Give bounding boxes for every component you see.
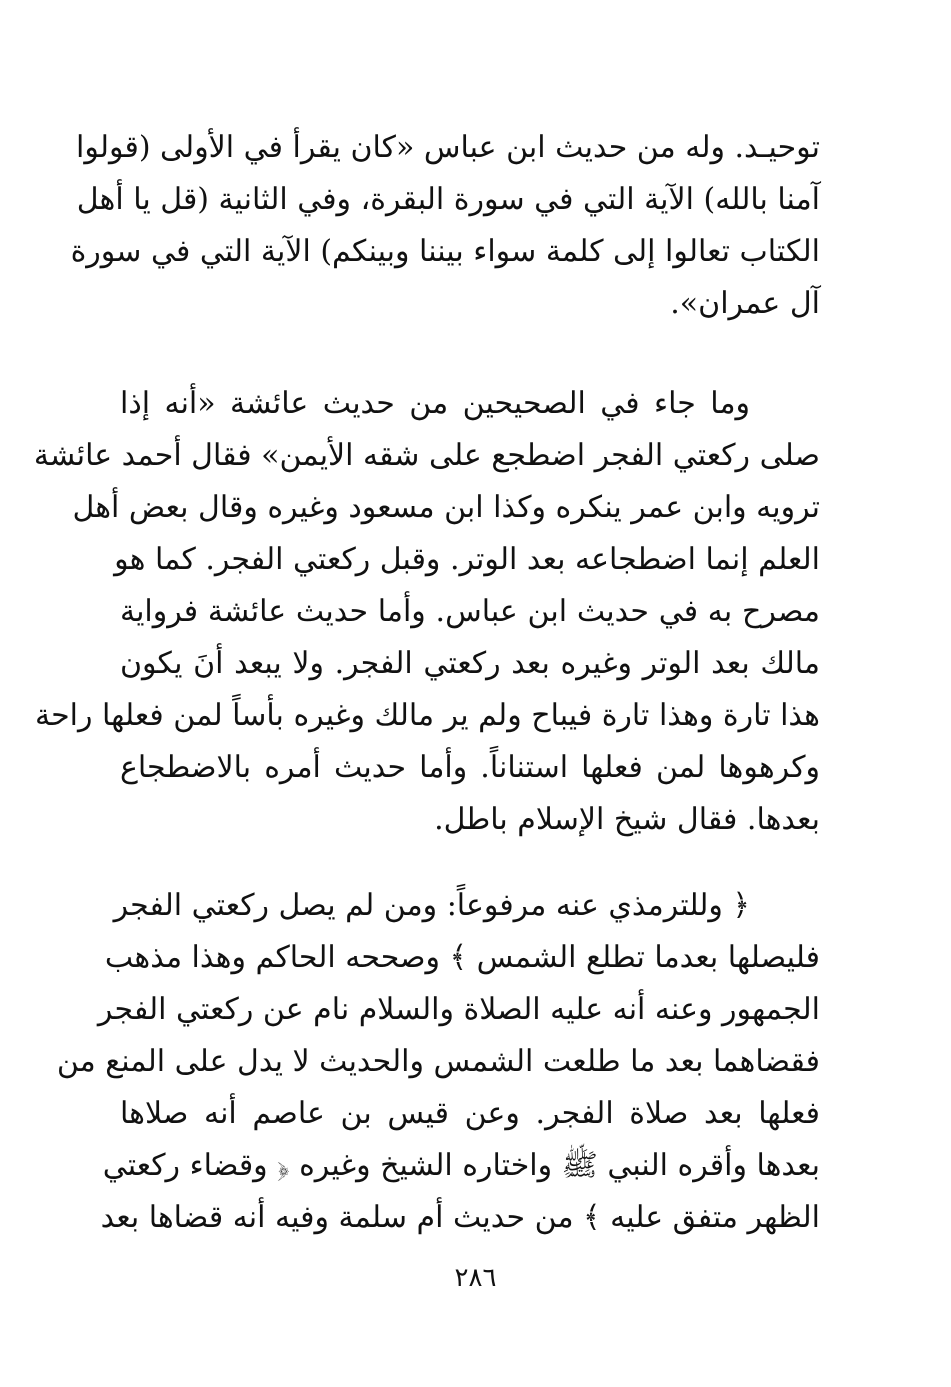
text-line: هذا تارة وهذا تارة فيباح ولم ير مالك وغيره بأساً لمن فعلها راحة (35, 698, 820, 733)
text-line: العلم إنما اضطجاعه بعد الوتر. وقبل ركعتي الفجر. كما هو (114, 542, 820, 577)
text-line: مالك بعد الوتر وغيره بعد ركعتي الفجر. ولا يبعد أنَ يكون (120, 646, 820, 681)
text-line: الظهر متفق عليه ﴾ من حديث أم سلمة وفيه أنه قضاها بعد (100, 1200, 820, 1235)
text-line: وكرهوها لمن فعلها استناناً. وأما حديث أمره بالاضطجاع (120, 750, 820, 785)
text-line: الكتاب تعالوا إلى كلمة سواء بيننا وبينكم) الآية التي في سورة (70, 234, 820, 269)
paragraph-3 (56, 880, 820, 1244)
text-line: ﴿ وللترمذي عنه مرفوعاً: ومن لم يصل ركعتي الفجر (113, 888, 750, 923)
text-line: آل عمران». (670, 286, 820, 321)
text-line: توحيـد. وله من حديث ابن عباس «كان يقرأ في الأولى (قولوا (76, 130, 820, 165)
text-line: فعلها بعد صلاة الفجر. وعن قيس بن عاصم أنه صلاها (120, 1096, 820, 1131)
text-line: فقضاهما بعد ما طلعت الشمس والحديث لا يدل على المنع من (56, 1044, 820, 1079)
text-line: الجمهور وعنه أنه عليه الصلاة والسلام نام عن ركعتي الفجر (97, 992, 820, 1027)
text-line: بعدها. فقال شيخ الإسلام باطل. (434, 802, 820, 837)
text-line: بعدها وأقره النبي ﷺ واختاره الشيخ وغيره ﴿ وقضاء ركعتي (102, 1148, 820, 1183)
paragraph-1 (70, 122, 820, 330)
text-line: ترويه وابن عمر ينكره وكذا ابن مسعود وغيره وقال بعض أهل (72, 490, 820, 525)
text-line: صلى ركعتي الفجر اضطجع على شقه الأيمن» فقال أحمد عائشة (33, 438, 820, 473)
text-line: فليصلها بعدما تطلع الشمس ﴾ وصححه الحاكم وهذا مذهب (104, 940, 820, 975)
page-number: ٢٨٦ (454, 1263, 497, 1293)
text-line: آمنا بالله) الآية التي في سورة البقرة، وفي الثانية (قل يا أهل (76, 182, 820, 217)
text-line: وما جاء في الصحيحين من حديث عائشة «أنه إذا (120, 386, 750, 421)
paragraph-2 (33, 378, 820, 846)
text-line: مصرح به في حديث ابن عباس. وأما حديث عائشة فرواية (120, 594, 820, 629)
